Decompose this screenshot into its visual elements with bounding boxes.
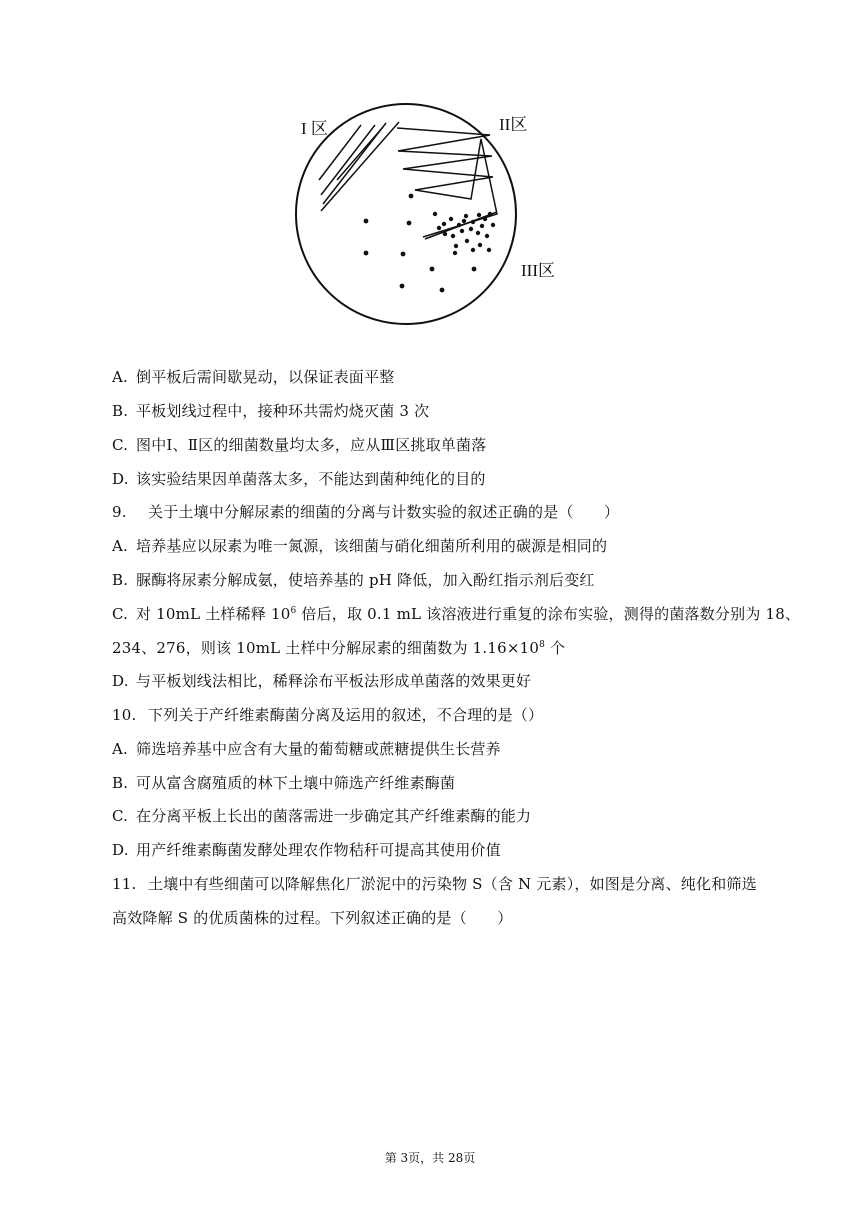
q10-option-a (112, 739, 501, 759)
option-letter: A. (112, 537, 129, 555)
option-text-part3: 234、276，则该 10mL 土样中分解尿素的细菌数为 1.16×10 (112, 639, 540, 657)
option-letter: D. (112, 841, 129, 859)
option-text: 该实验结果因单菌落太多，不能达到菌种纯化的目的 (136, 470, 486, 488)
option-letter: B. (112, 774, 129, 792)
option-letter: A. (112, 368, 129, 386)
question-stem: 关于土壤中分解尿素的细菌的分离与计数实验的叙述正确的是（ ） (148, 503, 620, 521)
question-stem: 下列关于产纤维素酶菌分离及运用的叙述，不合理的是（） (148, 706, 544, 724)
q8-option-c (112, 435, 486, 455)
option-letter: B. (112, 402, 129, 420)
option-text-part1: 对 10mL 土样稀释 10 (136, 605, 291, 623)
zone2-streak (397, 128, 497, 237)
question-number: 10. (112, 706, 137, 724)
q11-stem-continued (112, 908, 512, 928)
zone1-streaks (319, 122, 399, 211)
option-letter: C. (112, 807, 129, 825)
zone3-label: III区 (521, 261, 555, 280)
page-footer: 第 3页，共 28页 (384, 1151, 476, 1165)
q11-stem (112, 874, 757, 894)
q8-option-a (112, 367, 394, 387)
streak-plate-figure (285, 98, 595, 330)
petri-dish (296, 104, 516, 324)
option-text: 倒平板后需间歇晃动，以保证表面平整 (136, 368, 395, 386)
zone2-label: II区 (499, 115, 528, 134)
option-text: 脲酶将尿素分解成氨，使培养基的 pH 降低，加入酚红指示剂后变红 (136, 571, 595, 589)
option-text: 培养基应以尿素为唯一氮源，该细菌与硝化细菌所利用的碳源是相同的 (136, 537, 608, 555)
question-stem: 高效降解 S 的优质菌株的过程。下列叙述正确的是（ ） (112, 909, 513, 927)
option-text-part2: 倍后，取 0.1 mL 该溶液进行重复的涂布实验，测得的菌落数分别为 18、 (296, 605, 801, 623)
option-letter: B. (112, 571, 129, 589)
question-number: 11. (112, 875, 137, 893)
q10-option-b (112, 773, 455, 793)
question-number: 9. (112, 503, 127, 521)
colonies (364, 194, 496, 293)
superscript: 8 (539, 640, 546, 650)
q10-option-d (112, 840, 501, 860)
option-letter: D. (112, 470, 129, 488)
option-text: 可从富含腐殖质的林下土壤中筛选产纤维素酶菌 (136, 774, 456, 792)
option-text: 在分离平板上长出的菌落需进一步确定其产纤维素酶的能力 (136, 807, 532, 825)
option-letter: A. (112, 740, 129, 758)
option-text: 平板划线过程中，接种环共需灼烧灭菌 3 次 (136, 402, 430, 420)
zone1-label: I 区 (301, 119, 328, 138)
q10-stem (112, 705, 543, 725)
option-text: 用产纤维素酶菌发酵处理农作物秸秆可提高其使用价值 (136, 841, 501, 859)
option-letter: D. (112, 672, 129, 690)
option-text: 与平板划线法相比，稀释涂布平板法形成单菌落的效果更好 (136, 672, 532, 690)
option-text: 筛选培养基中应含有大量的葡萄糖或蔗糖提供生长营养 (136, 740, 501, 758)
q9-option-b (112, 570, 595, 590)
q10-option-c (112, 806, 531, 826)
q9-option-c-continued (112, 638, 565, 658)
question-stem: 土壤中有些细菌可以降解焦化厂淤泥中的污染物 S（含 N 元素），如图是分离、纯化和筛选 (148, 875, 757, 893)
q9-option-c (112, 604, 800, 624)
q9-option-d (112, 671, 531, 691)
q9-option-a (112, 536, 607, 556)
q8-option-d (112, 469, 486, 489)
superscript: 6 (290, 606, 297, 616)
option-text: 图中Ⅰ、Ⅱ区的细菌数量均太多，应从Ⅲ区挑取单菌落 (136, 436, 487, 454)
option-text-part4: 个 (545, 639, 566, 657)
option-letter: C. (112, 605, 129, 623)
option-letter: C. (112, 436, 129, 454)
q8-option-b (112, 401, 429, 421)
q9-stem (112, 502, 619, 522)
